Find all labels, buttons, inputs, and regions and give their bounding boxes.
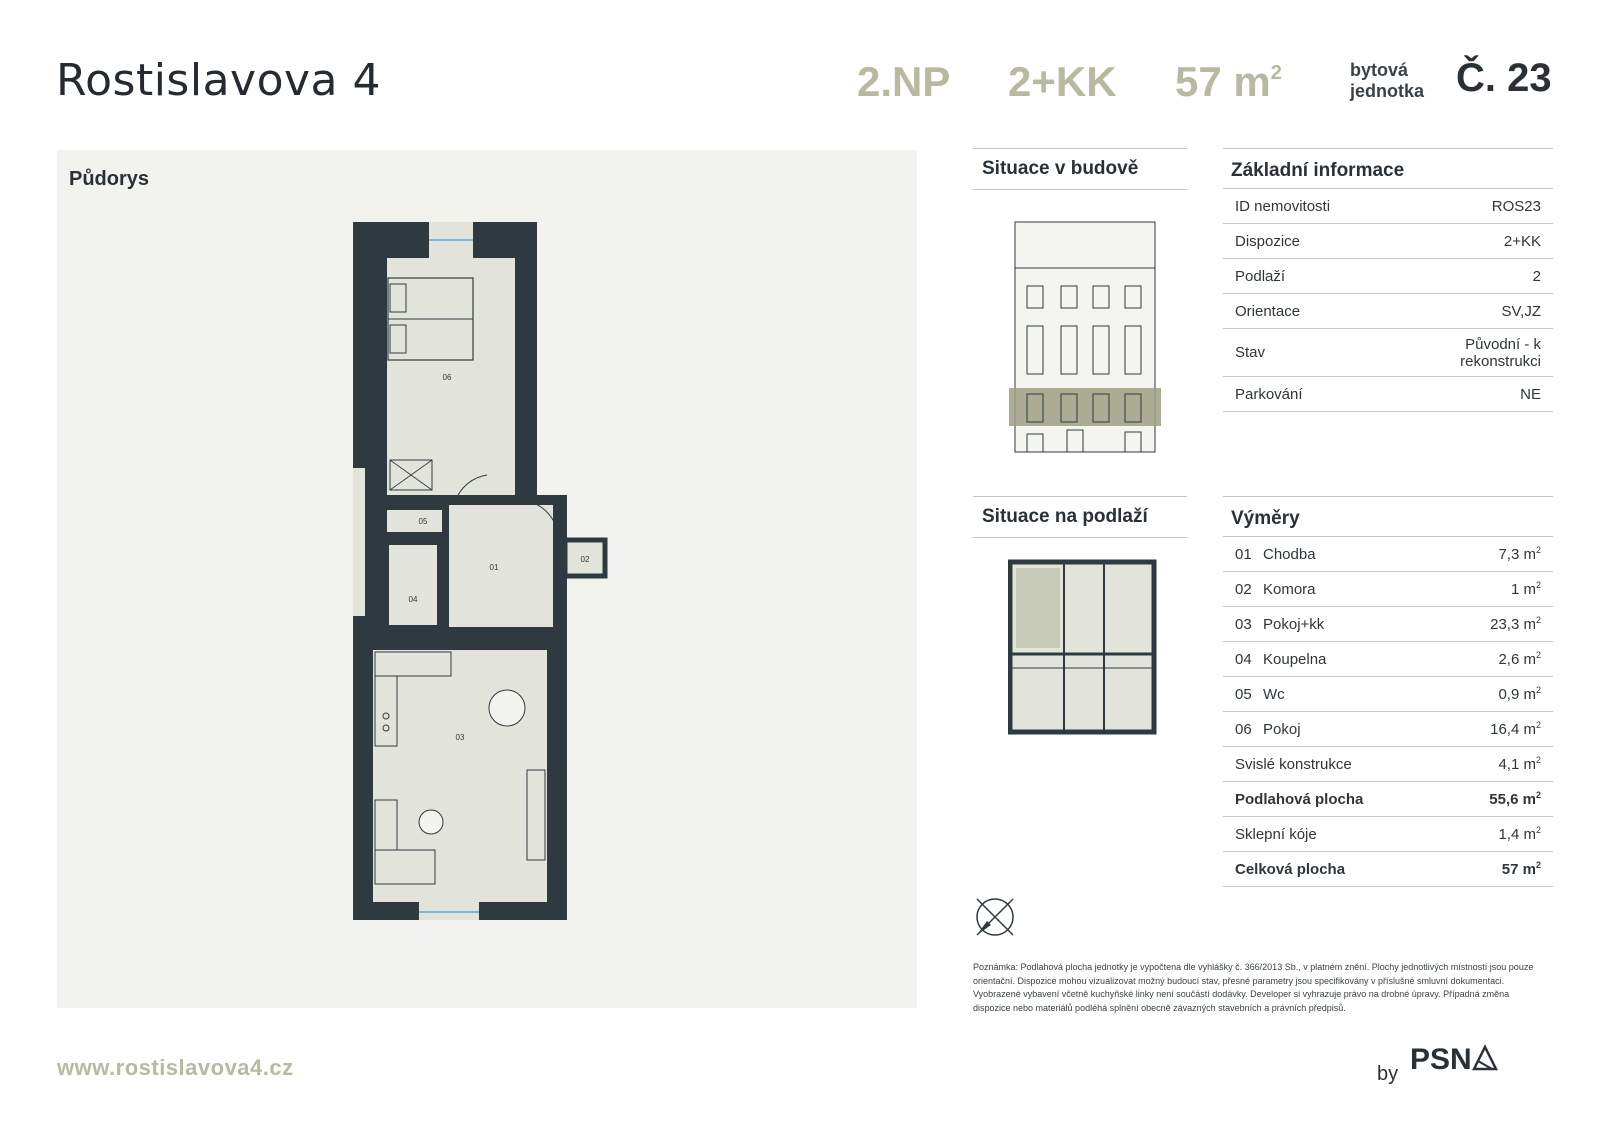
info-label: Dispozice [1235, 232, 1301, 250]
area-stat [1175, 58, 1282, 106]
area-value-text: 57 m [1501, 861, 1536, 878]
area-value-sup: 2 [1535, 825, 1541, 835]
area-label [1235, 721, 1301, 738]
website-link[interactable]: www.rostislavova4.cz [57, 1055, 294, 1080]
footer-by: by [1377, 1063, 1399, 1085]
area-label [1235, 686, 1285, 703]
areas-table [1223, 537, 1553, 887]
coffee-table [419, 810, 443, 834]
info-value [1460, 336, 1541, 370]
floor-plan-drawing [57, 150, 917, 1008]
area-label [1235, 791, 1363, 808]
area-value [1490, 720, 1541, 738]
info-label: Podlaží [1235, 267, 1286, 285]
area-value-text: 7,3 m [1498, 546, 1536, 563]
area-row [1223, 642, 1553, 677]
floor-stat: 2.NP [857, 58, 951, 105]
layout-stat: 2+KK [1008, 58, 1117, 105]
building-situation-title: Situace v budově [982, 158, 1139, 179]
area-value [1498, 755, 1541, 773]
area-label-text: Podlahová plocha [1235, 790, 1364, 808]
area-value-sup: 2 [1535, 580, 1541, 590]
area-label-text: Chodba [1263, 545, 1316, 563]
floor-situation-title: Situace na podlaží [982, 506, 1148, 527]
unit-label-line1: bytová [1350, 60, 1409, 80]
unit-label [1350, 60, 1424, 102]
area-value-text: 4,1 m [1498, 756, 1536, 773]
compass-icon [973, 895, 1017, 939]
area-row [1223, 572, 1553, 607]
info-value: SV,JZ [1501, 302, 1541, 320]
area-value [1498, 825, 1541, 843]
area-value-text: 2,6 m [1498, 651, 1536, 668]
dining-table [489, 690, 525, 726]
area-row [1223, 607, 1553, 642]
area-label-text: Pokoj [1263, 720, 1301, 738]
area-value [1511, 580, 1541, 598]
room-label-05: 05 [418, 517, 428, 526]
area-label [1235, 861, 1345, 878]
area-number: 05 [1235, 685, 1252, 703]
area-row [1223, 817, 1553, 852]
info-label: Parkování [1235, 385, 1303, 403]
info-value-line1: Původní - k [1465, 335, 1541, 353]
area-value [1498, 650, 1541, 668]
psn-logo [1410, 1043, 1498, 1077]
room-05 [387, 510, 442, 532]
room-label-01: 01 [489, 563, 499, 572]
area-number: 02 [1235, 580, 1252, 598]
info-value: 2+KK [1503, 232, 1541, 250]
door-label: 23 [555, 507, 563, 514]
building-elevation-drawing [1005, 208, 1165, 468]
light-strip [353, 468, 365, 616]
area-label [1235, 651, 1326, 668]
legal-note: Poznámka: Podlahová plocha jednotky je vypočtena dle vyhlášky č. 366/2013 Sb., v platném znění. Plochy jednotlivých místností jsou pouze orientační. Dispozice mohou vizualizovat možný budoucí stav, přesné parametry jsou specifikovány v příslušné smluvní dokumentaci. Vyobrazené vybavení včetně kuchyňské linky není součástí dodávky. Developer si vyhrazuje právo na drobné úpravy. Případná změna dispozice nebo materiálů podléhá splnění obecně závazných stavebních a právních předpisů. [973, 962, 1534, 1013]
area-row [1223, 677, 1553, 712]
plan-title: Půdorys [69, 168, 150, 190]
info-row [1223, 259, 1553, 294]
highlighted-unit [1016, 568, 1060, 648]
unit-number: Č. 23 [1456, 56, 1552, 100]
area-row [1223, 537, 1553, 572]
area-value-text: 55,6 m [1489, 791, 1536, 808]
area-row [1223, 712, 1553, 747]
area-value [1502, 860, 1541, 878]
room-label-06: 06 [442, 373, 452, 382]
area-value [1490, 615, 1541, 633]
room-label-02: 02 [580, 555, 590, 564]
area-value-text: 1 m [1510, 581, 1536, 598]
info-value: 2 [1532, 267, 1541, 285]
area-value-sup: 2 [1535, 615, 1541, 625]
info-label: Orientace [1235, 302, 1301, 320]
area-number: 01 [1235, 545, 1252, 563]
area-label [1235, 616, 1324, 633]
basic-info-title: Základní informace [1231, 160, 1405, 181]
room-label-04: 04 [408, 595, 418, 604]
area-row [1223, 852, 1553, 887]
area-value [1498, 685, 1541, 703]
unit-label-line2: jednotka [1350, 81, 1425, 101]
floor-situation-drawing [1008, 558, 1158, 736]
area-value [1489, 790, 1541, 808]
area-number: 04 [1235, 650, 1252, 668]
basic-info-table [1223, 189, 1553, 412]
area-value-sup: 2 [1535, 720, 1541, 730]
area-number: 03 [1235, 615, 1252, 633]
area-value-sup: 2 [1535, 685, 1541, 695]
area-value-text: 0,9 m [1498, 686, 1536, 703]
info-row [1223, 377, 1553, 412]
brand-title: Rostislavova 4 [56, 55, 381, 106]
area-label-text: Komora [1263, 580, 1316, 598]
area-label [1235, 756, 1352, 773]
area-value-sup: 2 [1535, 755, 1541, 765]
room-label-03: 03 [455, 733, 465, 742]
area-value-sup: 2 [1535, 545, 1541, 555]
areas-title: Výměry [1231, 508, 1300, 529]
info-row [1223, 189, 1553, 224]
area-value [1498, 545, 1541, 563]
info-label: Stav [1235, 344, 1266, 361]
area-value-text: 16,4 m [1490, 721, 1536, 738]
window-bottom [419, 900, 479, 920]
room-01 [449, 505, 553, 627]
area-sup: 2 [1270, 62, 1282, 84]
area-label-text: Wc [1263, 685, 1285, 703]
info-value: NE [1520, 385, 1541, 403]
floor-plan-panel [57, 150, 917, 1008]
psn-logo-text: PSN [1410, 1043, 1472, 1076]
area-value-sup: 2 [1535, 860, 1541, 870]
info-row [1223, 224, 1553, 259]
area-label [1235, 546, 1316, 563]
logo-mark-icon [1472, 1043, 1498, 1071]
area-number: 06 [1235, 720, 1252, 738]
area-label-text: Pokoj+kk [1263, 615, 1325, 633]
area-label-text: Celková plocha [1235, 860, 1346, 878]
area-value: 57 m [1175, 58, 1271, 105]
area-value-sup: 2 [1535, 790, 1541, 800]
area-label-text: Koupelna [1263, 650, 1327, 668]
area-value-text: 1,4 m [1498, 826, 1536, 843]
area-label [1235, 826, 1317, 843]
area-label-text: Sklepní kóje [1235, 825, 1317, 843]
area-row [1223, 747, 1553, 782]
room-04 [389, 545, 437, 625]
info-value-line2: rekonstrukci [1460, 352, 1541, 370]
info-value: ROS23 [1491, 197, 1541, 215]
info-row [1223, 329, 1553, 377]
info-label: ID nemovitosti [1235, 197, 1331, 215]
area-value-text: 23,3 m [1490, 616, 1536, 633]
area-label [1235, 581, 1316, 598]
room-03 [373, 650, 547, 902]
info-row [1223, 294, 1553, 329]
area-value-sup: 2 [1535, 650, 1541, 660]
area-label-text: Svislé konstrukce [1235, 755, 1352, 773]
area-row [1223, 782, 1553, 817]
